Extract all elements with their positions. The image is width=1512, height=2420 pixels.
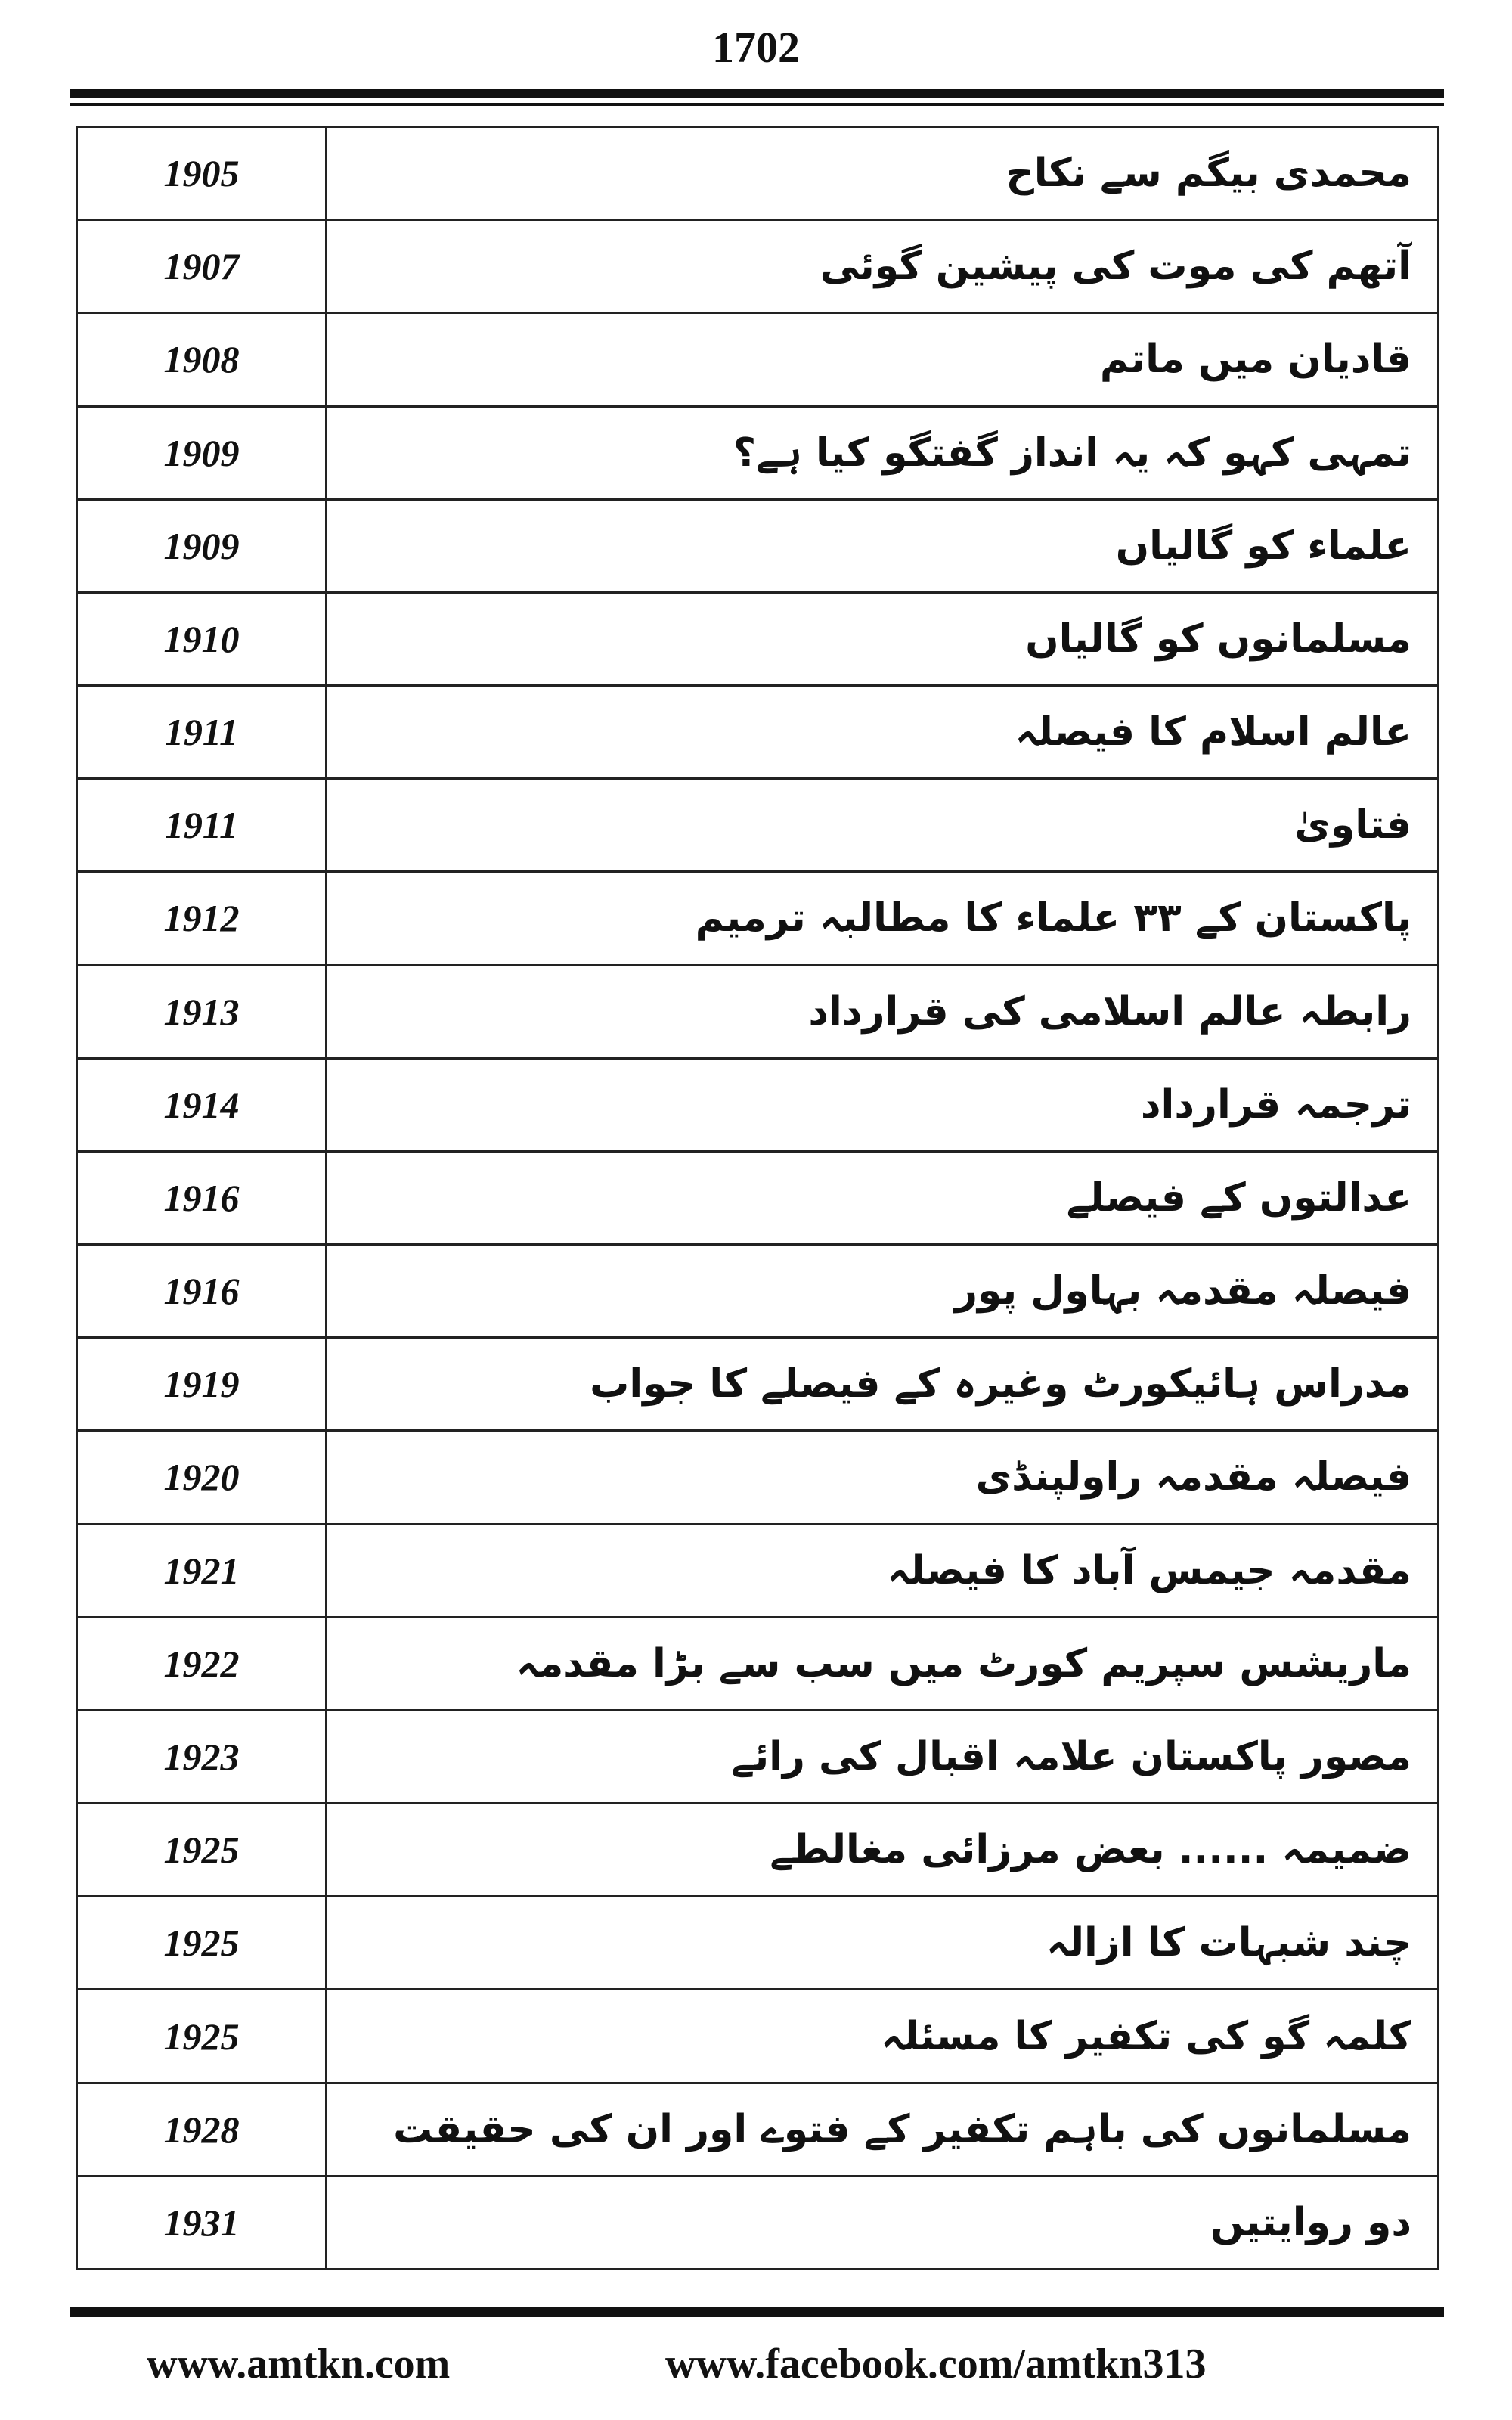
entry-title-cell: محمدی بیگم سے نکاح bbox=[1005, 150, 1411, 197]
page-number-cell: 1916 bbox=[78, 1153, 327, 1243]
entry-title-cell: مصور پاکستان علامہ اقبال کی رائے bbox=[731, 1734, 1411, 1779]
page-number-cell: 1928 bbox=[78, 2084, 327, 2175]
table-row bbox=[78, 873, 1437, 966]
table-row bbox=[78, 1990, 1437, 2083]
page-number-cell: 1922 bbox=[78, 1618, 327, 1709]
page-number-cell: 1911 bbox=[78, 687, 327, 777]
entry-title-cell: قادیان میں ماتم bbox=[1099, 337, 1411, 383]
table-row bbox=[78, 1804, 1437, 1897]
page-number-cell: 1913 bbox=[78, 966, 327, 1057]
entry-title-cell: مقدمہ جیمس آباد کا فیصلہ bbox=[887, 1547, 1411, 1593]
table-row bbox=[78, 1432, 1437, 1525]
footer bbox=[0, 2334, 1512, 2394]
page-number-cell: 1925 bbox=[78, 1804, 327, 1895]
table-row bbox=[78, 966, 1437, 1060]
table-row bbox=[78, 2177, 1437, 2268]
entry-title-cell: چند شبہات کا ازالہ bbox=[1046, 1920, 1411, 1966]
website-link[interactable]: www.amtkn.com bbox=[147, 2341, 451, 2387]
table-row bbox=[78, 2084, 1437, 2177]
table-row bbox=[78, 501, 1437, 594]
entry-title-cell: کلمہ گو کی تکفیر کا مسئلہ bbox=[881, 2013, 1411, 2059]
entry-title-cell: فیصلہ مقدمہ راولپنڈی bbox=[975, 1454, 1411, 1500]
page-number-cell: 1909 bbox=[78, 408, 327, 498]
page-number-cell: 1923 bbox=[78, 1711, 327, 1802]
page-number-cell: 1920 bbox=[78, 1432, 327, 1522]
table-row bbox=[78, 128, 1437, 221]
page-number: 1702 bbox=[712, 23, 800, 72]
table-row bbox=[78, 1339, 1437, 1432]
entry-title-cell: فیصلہ مقدمہ بہاول پور bbox=[955, 1268, 1411, 1314]
table-row bbox=[78, 1153, 1437, 1246]
entry-title-cell: مسلمانوں کی باہم تکفیر کے فتوے اور ان کی حقیقت bbox=[393, 2106, 1411, 2152]
page-number-cell: 1909 bbox=[78, 501, 327, 591]
table-row bbox=[78, 1897, 1437, 1990]
table-row bbox=[78, 314, 1437, 407]
table-row bbox=[78, 1525, 1437, 1618]
header-rule-thin bbox=[70, 103, 1444, 106]
page-number-cell: 1912 bbox=[78, 873, 327, 963]
entry-title-cell: ترجمہ قرارداد bbox=[1140, 1081, 1411, 1128]
page-number-cell: 1908 bbox=[78, 314, 327, 405]
table-row bbox=[78, 1246, 1437, 1339]
entry-title-cell: عالم اسلام کا فیصلہ bbox=[1015, 709, 1411, 755]
page-number-cell: 1911 bbox=[78, 780, 327, 870]
table-row bbox=[78, 408, 1437, 501]
page-number-cell: 1907 bbox=[78, 221, 327, 312]
table-row bbox=[78, 780, 1437, 873]
entry-title-cell: تمہی کہو کہ یہ انداز گفتگو کیا ہے؟ bbox=[733, 430, 1411, 476]
page-number-cell: 1910 bbox=[78, 594, 327, 684]
footer-rule bbox=[70, 2307, 1444, 2317]
header-rule-thick bbox=[70, 89, 1444, 98]
entry-title-cell: ضمیمہ ...... بعض مرزائی مغالطے bbox=[770, 1827, 1411, 1873]
table-row bbox=[78, 594, 1437, 687]
entry-title-cell: پاکستان کے ۳۳ علماء کا مطالبہ ترمیم bbox=[695, 895, 1411, 942]
table-row bbox=[78, 1060, 1437, 1153]
page-number-cell: 1914 bbox=[78, 1060, 327, 1150]
table-row bbox=[78, 1618, 1437, 1711]
table-row bbox=[78, 1711, 1437, 1804]
table-of-contents bbox=[76, 126, 1439, 2270]
table-row bbox=[78, 221, 1437, 314]
entry-title-cell: رابطہ عالم اسلامی کی قرارداد bbox=[808, 988, 1411, 1035]
page-number-cell: 1921 bbox=[78, 1525, 327, 1616]
entry-title-cell: دو روایتیں bbox=[1210, 2199, 1411, 2245]
table-row bbox=[78, 687, 1437, 780]
page-number-cell: 1916 bbox=[78, 1246, 327, 1336]
entry-title-cell: مسلمانوں کو گالیاں bbox=[1025, 616, 1411, 662]
entry-title-cell: ماریشس سپریم کورٹ میں سب سے بڑا مقدمہ bbox=[516, 1640, 1411, 1686]
entry-title-cell: عدالتوں کے فیصلے bbox=[1066, 1174, 1411, 1221]
page-number-cell: 1905 bbox=[78, 128, 327, 219]
page-number-cell: 1931 bbox=[78, 2177, 327, 2268]
facebook-link[interactable]: www.facebook.com/amtkn313 bbox=[665, 2341, 1207, 2387]
entry-title-cell: مدراس ہائیکورٹ وغیرہ کے فیصلے کا جواب bbox=[590, 1361, 1411, 1407]
page-number-cell: 1925 bbox=[78, 1990, 327, 2081]
page-number-cell: 1925 bbox=[78, 1897, 327, 1988]
entry-title-cell: علماء کو گالیاں bbox=[1115, 523, 1411, 569]
entry-title-cell: آتھم کی موت کی پیشین گوئی bbox=[820, 244, 1411, 290]
page-number-cell: 1919 bbox=[78, 1339, 327, 1429]
entry-title-cell: فتاویٰ bbox=[1294, 802, 1411, 849]
